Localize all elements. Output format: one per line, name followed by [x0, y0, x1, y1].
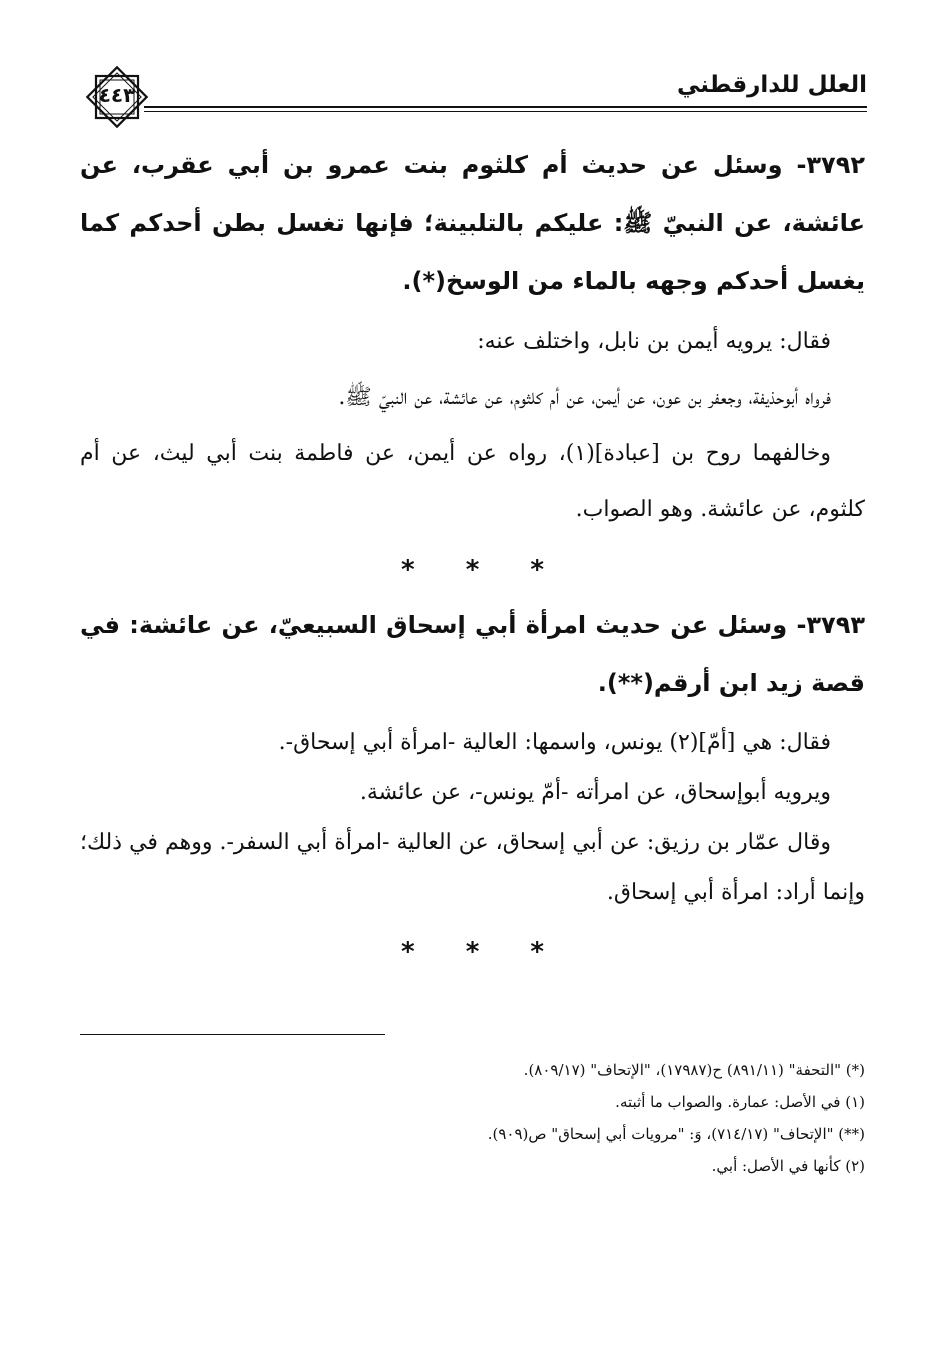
page-number-badge	[82, 62, 152, 132]
entry-paragraph: وقال عمّار بن رزيق: عن أبي إسحاق، عن العالية -امرأة أبي السفر-. ووهم في ذلك؛ وإنما أراد: امرأة أبي إسحاق.	[80, 830, 865, 905]
page-number: ٤٤٣	[98, 83, 136, 107]
main-text	[80, 136, 865, 978]
header-rule	[144, 106, 867, 108]
footnote: (*) "التحفة" (٨٩١/١١) ح(١٧٩٨٧)، "الإتحاف" (٨٠٩/١٧).	[523, 1061, 865, 1079]
footnote-rule	[80, 1034, 385, 1035]
entry-paragraph: فرواه أبوحذيفة، وجعفر بن عون، عن أيمن، عن أم كلثوم، عن عائشة، عن النبيّ ﷺ.	[338, 385, 831, 410]
footnote: (١) في الأصل: عمارة. والصواب ما أثبته.	[615, 1093, 865, 1111]
entry-paragraph: فقال: هي [أمّ](٢) يونس، واسمها: العالية -امرأة أبي إسحاق-.	[278, 730, 831, 755]
footnotes	[80, 1034, 865, 1204]
page-header	[82, 62, 867, 132]
entry-paragraph: فقال: يرويه أيمن بن نابل، واختلف عنه:	[477, 329, 831, 354]
header-rule-thin	[144, 111, 867, 112]
section-separator: * * *	[401, 555, 544, 585]
section-separator: * * *	[401, 937, 544, 967]
entry-paragraph: وخالفهما روح بن [عبادة](١)، رواه عن أيمن، عن فاطمة بنت أبي ليث، عن أم كلثوم، عن عائشة. وهو الصواب.	[80, 441, 865, 522]
footnote: (٢) كأنها في الأصل: أبي.	[711, 1157, 865, 1175]
entry-question: ٣٧٩٣- وسئل عن حديث امرأة أبي إسحاق السبيعيّ، عن عائشة: في قصة زيد ابن أرقم(**).	[80, 611, 865, 697]
footnote: (**) "الإتحاف" (٧١٤/١٧)، وَ: "مرويات أبي إسحاق" ص(٩٠٩).	[487, 1125, 865, 1143]
running-title: العلل للدارقطني	[677, 72, 867, 98]
entry-paragraph: ويرويه أبوإسحاق، عن امرأته -أمّ يونس-، عن عائشة.	[359, 780, 831, 805]
entry-question: ٣٧٩٢- وسئل عن حديث أم كلثوم بنت عمرو بن أبي عقرب، عن عائشة، عن النبيّ ﷺ: عليكم بالتلبينة؛ فإنها تغسل بطن أحدكم كما يغسل أحدكم وجهه بالماء من الوسخ(*).	[80, 151, 865, 295]
